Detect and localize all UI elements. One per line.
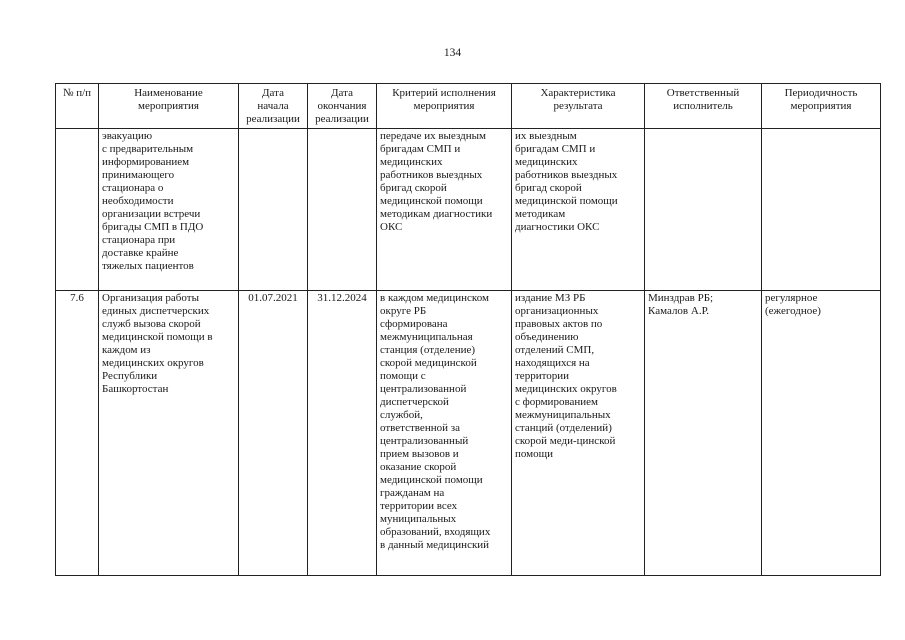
cell-periodicity [762,129,881,291]
table-row [56,129,881,291]
header-criterion: Критерий исполнения мероприятия [377,84,512,129]
cell-result: их выездным бригадам СМП и медицинских работников выездных бригад скорой медицинской помощи методикам диагностики ОКС [512,129,645,291]
header-responsible: Ответственный исполнитель [645,84,762,129]
cell-end-date [308,129,377,291]
table-row [56,291,881,576]
cell-criterion: передаче их выездным бригадам СМП и медицинских работников выездных бригад скорой медицинской помощи методикам диагностики ОКС [377,129,512,291]
header-name: Наименование мероприятия [99,84,239,129]
header-result: Характеристика результата [512,84,645,129]
cell-periodicity: регулярное (ежегодное) [762,291,881,576]
cell-name: эвакуацию с предварительным информированием принимающего стационара о необходимости организации встречи бригады СМП в ПДО стационара при доставке крайне тяжелых пациентов [99,129,239,291]
cell-number: 7.6 [56,291,99,576]
cell-start-date [239,129,308,291]
cell-number [56,129,99,291]
cell-responsible [645,129,762,291]
header-periodicity: Периодичность мероприятия [762,84,881,129]
cell-result: издание МЗ РБ организационных правовых актов по объединению отделений СМП, находящихся на территории медицинских округов с формированием межмуниципальных станций (отделений) скорой меди-цинской помощи [512,291,645,576]
cell-responsible: Минздрав РБ; Камалов А.Р. [645,291,762,576]
cell-criterion: в каждом медицинском округе РБ сформирована межмуниципальная станция (отделение) скорой медицинской помощи с централизованной диспетчерской службой, ответственной за централизованный прием вызовов и оказание скорой медицинской помощи гражданам на территории всех муниципальных образований, входящих в данный медицинский [377,291,512,576]
table-header-row [56,84,881,129]
measures-table [55,83,881,576]
cell-end-date: 31.12.2024 [308,291,377,576]
cell-start-date: 01.07.2021 [239,291,308,576]
header-start-date: Дата начала реализации [239,84,308,129]
header-number: № п/п [56,84,99,129]
header-end-date: Дата окончания реализации [308,84,377,129]
cell-name: Организация работы единых диспетчерских служб вызова скорой медицинской помощи в каждом из медицинских округов Республики Башкортостан [99,291,239,576]
page-number: 134 [443,47,462,59]
